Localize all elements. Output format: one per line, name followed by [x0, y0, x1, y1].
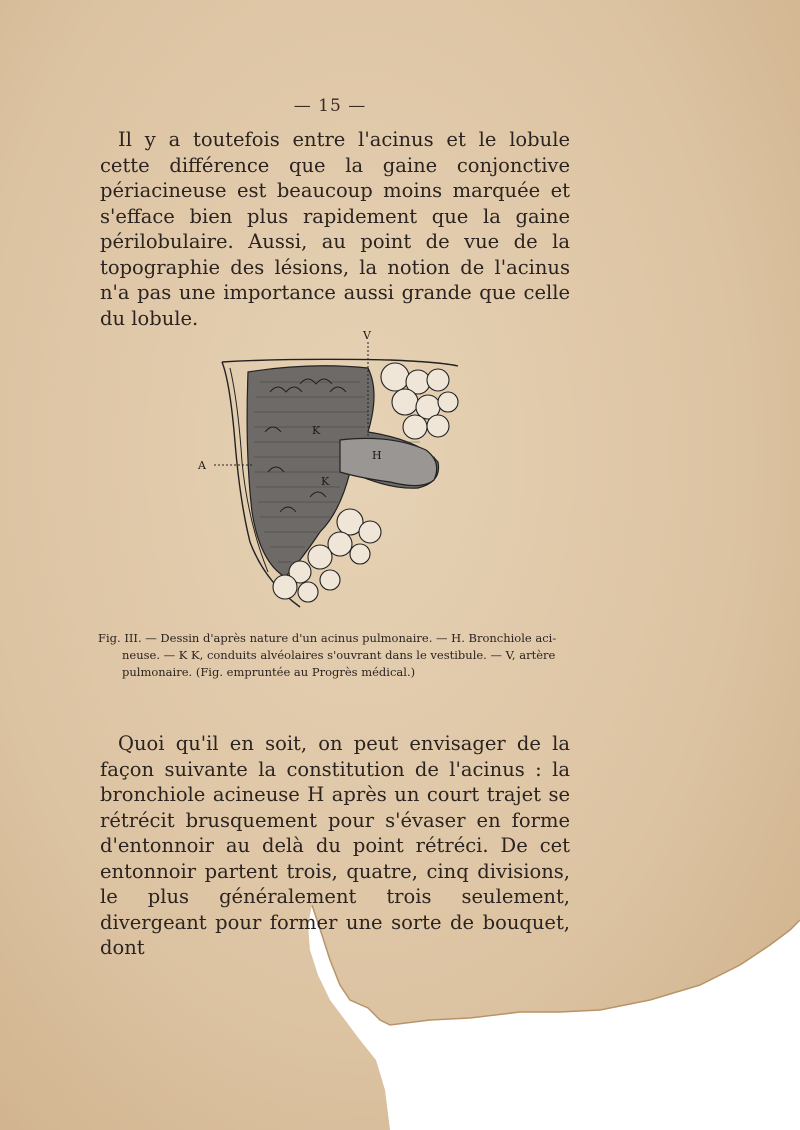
page-number: — 15 — [293, 96, 367, 116]
label-h: H [372, 449, 382, 462]
label-v: V [363, 329, 371, 342]
label-k1: K [312, 424, 321, 437]
caption-line-2: neuse. — K K, conduits alvéolaires s'ouvrant dans le vestibule. — V, artère [122, 648, 556, 662]
bronchiole-h [340, 438, 437, 485]
caption-line-3: pulmonaire. (Fig. empruntée au Progrès médical.) [122, 665, 416, 679]
acinus-illustration [190, 322, 480, 622]
label-a: A [198, 459, 206, 472]
caption-line-1: Fig. III. — Dessin d'après nature d'un acinus pulmonaire. — H. Bronchiole aci- [98, 631, 557, 645]
paragraph-acinus-constitution: Quoi qu'il en soit, on peut envisager de la façon suivante la constitution de l'acinus : la bronchiole acineuse H après un court trajet se rétrécit brusquement pour s'évaser en forme d'entonnoir au delà du point rétréci. De cet entonnoir partent trois, quatre, cinq divisions, le plus généralement trois seulement, divergeant pour former une sorte de bouquet, dont [100, 732, 570, 959]
figure-caption [98, 630, 572, 681]
paragraph-intro: Il y a toutefois entre l'acinus et le lobule cette différence que la gaine conjonctive périacineuse est beaucoup moins marquée et s'efface bien plus rapidement que la gaine périlobulaire. Aussi, au point de vue de la topographie des lésions, la notion de l'acinus n'a pas une importance aussi grande que celle du lobule. [100, 128, 570, 330]
label-k2: K [321, 475, 330, 488]
outer-membrane [222, 359, 458, 366]
